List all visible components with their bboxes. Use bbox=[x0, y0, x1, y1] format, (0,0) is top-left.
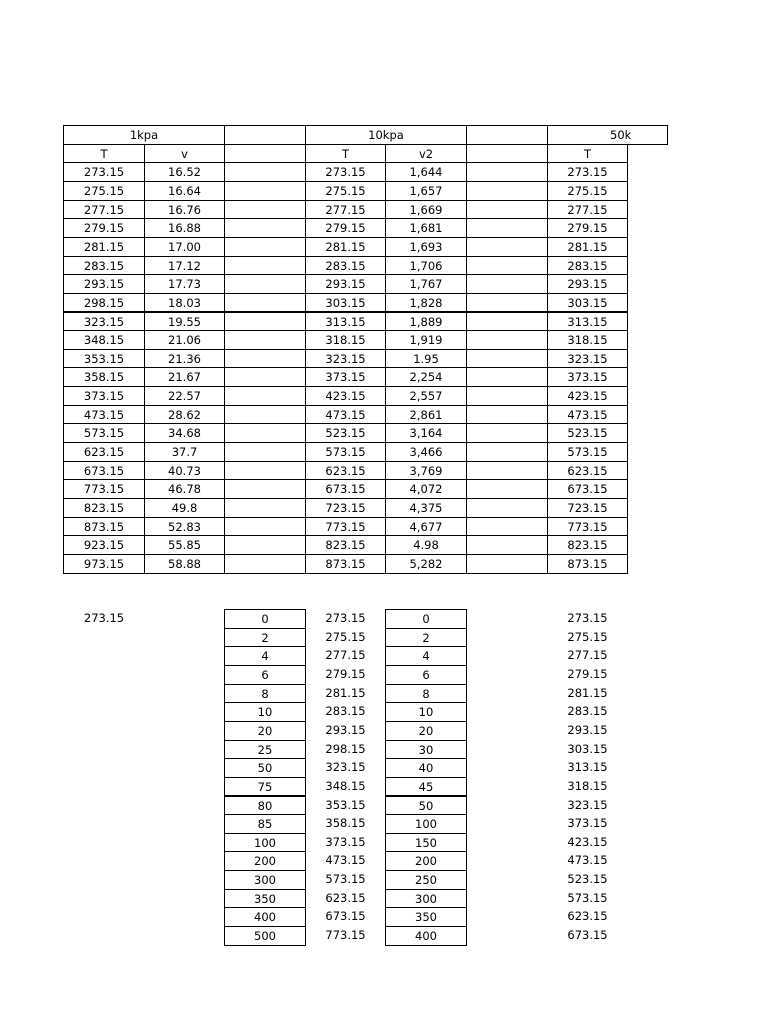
temperature-cell: 573.15 bbox=[567, 890, 608, 905]
table-cell: 28.62 bbox=[144, 405, 225, 425]
temperature-cell: 275.15 bbox=[567, 629, 608, 644]
table-cell: 358.15 bbox=[63, 367, 145, 387]
table-cell: 773.15 bbox=[63, 479, 145, 499]
table-cell: 923.15 bbox=[63, 535, 145, 555]
group-header-1kpa: 1kpa bbox=[63, 125, 225, 145]
pressure-cell: 100 bbox=[224, 833, 306, 853]
temperature-cell: 273.15 bbox=[325, 611, 366, 625]
spacer-cell bbox=[224, 517, 306, 537]
pressure-cell: 10 bbox=[385, 702, 467, 722]
temperature-cell: 283.15 bbox=[325, 704, 366, 719]
table-cell: 16.64 bbox=[144, 181, 225, 201]
table-cell: 3,466 bbox=[385, 442, 467, 462]
table-cell: 4,072 bbox=[385, 479, 467, 499]
table-cell: 1,889 bbox=[385, 312, 467, 332]
table-cell: 573.15 bbox=[305, 442, 386, 462]
table-cell: 49.8 bbox=[144, 498, 225, 518]
temperature-cell: 298.15 bbox=[325, 741, 366, 756]
group-header-50kpa: 50k bbox=[547, 125, 668, 145]
spacer-cell bbox=[466, 386, 548, 406]
temperature-cell: 279.15 bbox=[567, 666, 608, 681]
column-header: T bbox=[547, 144, 628, 164]
spacer-cell bbox=[224, 479, 306, 499]
table-cell: 34.68 bbox=[144, 423, 225, 443]
table-cell: 313.15 bbox=[547, 312, 628, 332]
pressure-cell: 350 bbox=[224, 889, 306, 909]
table-cell: 5,282 bbox=[385, 554, 467, 574]
table-cell: 1,693 bbox=[385, 237, 467, 257]
table-cell: 1,919 bbox=[385, 330, 467, 350]
pressure-cell: 20 bbox=[385, 721, 467, 741]
spacer-cell bbox=[224, 237, 306, 257]
table-cell: 281.15 bbox=[305, 237, 386, 257]
temperature-cell: 277.15 bbox=[567, 648, 608, 663]
table-cell: 323.15 bbox=[63, 312, 145, 332]
table-cell: 293.15 bbox=[63, 274, 145, 294]
pressure-cell: 85 bbox=[224, 814, 306, 834]
table-cell: 46.78 bbox=[144, 479, 225, 499]
pressure-cell: 2 bbox=[224, 628, 306, 648]
table-cell: 1.95 bbox=[385, 349, 467, 369]
pressure-cell: 8 bbox=[224, 684, 306, 704]
column-header: T bbox=[305, 144, 386, 164]
spacer-cell bbox=[466, 312, 548, 332]
table-cell: 52.83 bbox=[144, 517, 225, 537]
pressure-cell: 6 bbox=[224, 665, 306, 685]
table-cell: 673.15 bbox=[63, 461, 145, 481]
table-cell: 623.15 bbox=[63, 442, 145, 462]
temperature-cell: 473.15 bbox=[567, 853, 608, 868]
table-cell: 873.15 bbox=[63, 517, 145, 537]
pressure-cell: 400 bbox=[385, 926, 467, 946]
table-cell: 293.15 bbox=[547, 274, 628, 294]
table-cell: 37.7 bbox=[144, 442, 225, 462]
table-cell: 16.52 bbox=[144, 162, 225, 182]
temperature-cell: 323.15 bbox=[567, 797, 608, 812]
spacer-cell bbox=[224, 256, 306, 276]
table-cell: 823.15 bbox=[547, 535, 628, 555]
spacer-cell bbox=[224, 200, 306, 220]
temperature-cell: 279.15 bbox=[325, 666, 366, 681]
temperature-cell: 523.15 bbox=[567, 872, 608, 887]
table-cell: 277.15 bbox=[63, 200, 145, 220]
spacer-cell bbox=[224, 461, 306, 481]
table-cell: 17.12 bbox=[144, 256, 225, 276]
pressure-cell: 4 bbox=[224, 646, 306, 666]
table-cell: 275.15 bbox=[547, 181, 628, 201]
spacer-cell bbox=[224, 498, 306, 518]
spacer-cell bbox=[466, 479, 548, 499]
table-cell: 873.15 bbox=[305, 554, 386, 574]
pressure-cell: 400 bbox=[224, 907, 306, 927]
table-cell: 21.67 bbox=[144, 367, 225, 387]
table-cell: 313.15 bbox=[305, 312, 386, 332]
table-cell: 293.15 bbox=[305, 274, 386, 294]
table-cell: 17.00 bbox=[144, 237, 225, 257]
table-cell: 623.15 bbox=[305, 461, 386, 481]
table-cell: 523.15 bbox=[547, 423, 628, 443]
spacer-cell bbox=[224, 423, 306, 443]
table-cell: 723.15 bbox=[305, 498, 386, 518]
table-cell: 373.15 bbox=[305, 367, 386, 387]
table-cell: 16.76 bbox=[144, 200, 225, 220]
spacer-cell bbox=[466, 423, 548, 443]
temperature-cell: 673.15 bbox=[325, 909, 366, 924]
table-cell: 22.57 bbox=[144, 386, 225, 406]
pressure-cell: 500 bbox=[224, 926, 306, 946]
spacer-cell bbox=[224, 367, 306, 387]
table-cell: 281.15 bbox=[63, 237, 145, 257]
pressure-cell: 25 bbox=[224, 740, 306, 760]
temperature-cell: 623.15 bbox=[325, 890, 366, 905]
spacer-cell bbox=[466, 349, 548, 369]
pressure-cell: 300 bbox=[224, 870, 306, 890]
temperature-cell: 673.15 bbox=[567, 928, 608, 943]
temperature-cell: 281.15 bbox=[325, 685, 366, 700]
pressure-cell: 150 bbox=[385, 833, 467, 853]
temperature-cell: 293.15 bbox=[325, 722, 366, 737]
table-cell: 4.98 bbox=[385, 535, 467, 555]
spacer-cell bbox=[466, 237, 548, 257]
table-cell: 773.15 bbox=[305, 517, 386, 537]
spacer-cell bbox=[466, 274, 548, 294]
table-cell: 318.15 bbox=[305, 330, 386, 350]
temperature-cell: 573.15 bbox=[325, 872, 366, 887]
pressure-cell: 200 bbox=[385, 851, 467, 871]
table-cell: 523.15 bbox=[305, 423, 386, 443]
pressure-cell: 250 bbox=[385, 870, 467, 890]
standalone-value: 273.15 bbox=[83, 611, 125, 625]
table-cell: 18.03 bbox=[144, 293, 225, 313]
table-cell: 275.15 bbox=[63, 181, 145, 201]
table-cell: 573.15 bbox=[547, 442, 628, 462]
spacer-cell bbox=[224, 218, 306, 238]
pressure-cell: 0 bbox=[385, 609, 467, 629]
table-cell: 16.88 bbox=[144, 218, 225, 238]
table-cell: 1,657 bbox=[385, 181, 467, 201]
table-cell: 273.15 bbox=[305, 162, 386, 182]
table-cell: 277.15 bbox=[305, 200, 386, 220]
spacer-cell bbox=[466, 293, 548, 313]
spacer-cell bbox=[224, 554, 306, 574]
table-cell: 3,164 bbox=[385, 423, 467, 443]
table-cell: 283.15 bbox=[305, 256, 386, 276]
table-cell: 298.15 bbox=[63, 293, 145, 313]
temperature-cell: 283.15 bbox=[567, 704, 608, 719]
temperature-cell: 281.15 bbox=[567, 685, 608, 700]
pressure-cell: 20 bbox=[224, 721, 306, 741]
spacer-cell bbox=[466, 517, 548, 537]
table-cell: 723.15 bbox=[547, 498, 628, 518]
table-cell: 21.06 bbox=[144, 330, 225, 350]
spacer-cell bbox=[466, 405, 548, 425]
table-cell: 4,677 bbox=[385, 517, 467, 537]
pressure-cell: 0 bbox=[224, 609, 306, 629]
spacer-cell bbox=[224, 144, 306, 164]
column-header: T bbox=[63, 144, 145, 164]
pressure-cell: 2 bbox=[385, 628, 467, 648]
temperature-cell: 373.15 bbox=[567, 816, 608, 831]
pressure-cell: 10 bbox=[224, 702, 306, 722]
spacer-cell bbox=[466, 498, 548, 518]
spacer-cell bbox=[466, 200, 548, 220]
pressure-cell: 350 bbox=[385, 907, 467, 927]
temperature-cell: 353.15 bbox=[325, 797, 366, 812]
table-cell: 4,375 bbox=[385, 498, 467, 518]
spacer-cell bbox=[224, 330, 306, 350]
table-cell: 1,644 bbox=[385, 162, 467, 182]
pressure-cell: 6 bbox=[385, 665, 467, 685]
temperature-cell: 318.15 bbox=[567, 778, 608, 793]
pressure-cell: 45 bbox=[385, 777, 467, 797]
spacer-cell bbox=[466, 144, 548, 164]
pressure-cell: 100 bbox=[385, 814, 467, 834]
table-cell: 973.15 bbox=[63, 554, 145, 574]
table-cell: 1,767 bbox=[385, 274, 467, 294]
spacer-cell bbox=[466, 181, 548, 201]
table-cell: 323.15 bbox=[547, 349, 628, 369]
temperature-cell: 623.15 bbox=[567, 909, 608, 924]
table-cell: 873.15 bbox=[547, 554, 628, 574]
table-cell: 279.15 bbox=[63, 218, 145, 238]
spacer-cell bbox=[224, 125, 306, 145]
table-cell: 19.55 bbox=[144, 312, 225, 332]
table-cell: 1,669 bbox=[385, 200, 467, 220]
spacer-cell bbox=[466, 535, 548, 555]
table-cell: 273.15 bbox=[63, 162, 145, 182]
spacer-cell bbox=[466, 442, 548, 462]
table-cell: 373.15 bbox=[63, 386, 145, 406]
temperature-cell: 303.15 bbox=[567, 741, 608, 756]
table-cell: 303.15 bbox=[305, 293, 386, 313]
temperature-cell: 293.15 bbox=[567, 722, 608, 737]
pressure-cell: 75 bbox=[224, 777, 306, 797]
table-cell: 1,681 bbox=[385, 218, 467, 238]
table-cell: 281.15 bbox=[547, 237, 628, 257]
spacer-cell bbox=[224, 349, 306, 369]
table-cell: 303.15 bbox=[547, 293, 628, 313]
spacer-cell bbox=[224, 312, 306, 332]
table-cell: 279.15 bbox=[547, 218, 628, 238]
spacer-cell bbox=[466, 554, 548, 574]
spacer-cell bbox=[466, 330, 548, 350]
temperature-cell: 423.15 bbox=[567, 834, 608, 849]
table-cell: 1,706 bbox=[385, 256, 467, 276]
spacer-cell bbox=[224, 535, 306, 555]
spacer-cell bbox=[466, 162, 548, 182]
temperature-cell: 348.15 bbox=[325, 778, 366, 793]
table-cell: 353.15 bbox=[63, 349, 145, 369]
temperature-cell: 323.15 bbox=[325, 760, 366, 775]
spacer-cell bbox=[224, 405, 306, 425]
table-cell: 40.73 bbox=[144, 461, 225, 481]
pressure-cell: 50 bbox=[224, 758, 306, 778]
table-cell: 348.15 bbox=[63, 330, 145, 350]
temperature-cell: 373.15 bbox=[325, 834, 366, 849]
table-cell: 823.15 bbox=[305, 535, 386, 555]
spacer-cell bbox=[466, 367, 548, 387]
table-cell: 275.15 bbox=[305, 181, 386, 201]
temperature-cell: 773.15 bbox=[325, 928, 366, 943]
table-cell: 3,769 bbox=[385, 461, 467, 481]
spacer-cell bbox=[224, 442, 306, 462]
pressure-cell: 80 bbox=[224, 796, 306, 816]
table-cell: 318.15 bbox=[547, 330, 628, 350]
spacer-cell bbox=[224, 181, 306, 201]
pressure-cell: 200 bbox=[224, 851, 306, 871]
table-cell: 323.15 bbox=[305, 349, 386, 369]
table-cell: 2,557 bbox=[385, 386, 467, 406]
pressure-cell: 4 bbox=[385, 646, 467, 666]
table-cell: 273.15 bbox=[547, 162, 628, 182]
pressure-cell: 300 bbox=[385, 889, 467, 909]
temperature-cell: 473.15 bbox=[325, 853, 366, 868]
table-cell: 58.88 bbox=[144, 554, 225, 574]
table-cell: 283.15 bbox=[63, 256, 145, 276]
table-cell: 21.36 bbox=[144, 349, 225, 369]
table-cell: 373.15 bbox=[547, 367, 628, 387]
temperature-cell: 273.15 bbox=[567, 611, 608, 625]
pressure-cell: 30 bbox=[385, 740, 467, 760]
table-cell: 55.85 bbox=[144, 535, 225, 555]
column-header: v bbox=[144, 144, 225, 164]
table-cell: 17.73 bbox=[144, 274, 225, 294]
table-cell: 2,861 bbox=[385, 405, 467, 425]
table-cell: 473.15 bbox=[63, 405, 145, 425]
table-cell: 1,828 bbox=[385, 293, 467, 313]
table-cell: 823.15 bbox=[63, 498, 145, 518]
table-cell: 423.15 bbox=[547, 386, 628, 406]
spacer-cell bbox=[466, 461, 548, 481]
temperature-cell: 277.15 bbox=[325, 648, 366, 663]
table-cell: 773.15 bbox=[547, 517, 628, 537]
temperature-cell: 313.15 bbox=[567, 760, 608, 775]
column-header: v2 bbox=[385, 144, 467, 164]
table-cell: 279.15 bbox=[305, 218, 386, 238]
spacer-cell bbox=[466, 256, 548, 276]
spacer-cell bbox=[466, 125, 548, 145]
pressure-cell: 40 bbox=[385, 758, 467, 778]
group-header-10kpa: 10kpa bbox=[305, 125, 467, 145]
pressure-cell: 8 bbox=[385, 684, 467, 704]
table-cell: 423.15 bbox=[305, 386, 386, 406]
table-cell: 573.15 bbox=[63, 423, 145, 443]
table-cell: 2,254 bbox=[385, 367, 467, 387]
table-cell: 277.15 bbox=[547, 200, 628, 220]
table-cell: 673.15 bbox=[547, 479, 628, 499]
spacer-cell bbox=[224, 274, 306, 294]
spacer-cell bbox=[224, 162, 306, 182]
table-cell: 623.15 bbox=[547, 461, 628, 481]
table-cell: 283.15 bbox=[547, 256, 628, 276]
temperature-cell: 275.15 bbox=[325, 629, 366, 644]
table-cell: 473.15 bbox=[305, 405, 386, 425]
spacer-cell bbox=[224, 386, 306, 406]
temperature-cell: 358.15 bbox=[325, 816, 366, 831]
pressure-cell: 50 bbox=[385, 796, 467, 816]
table-cell: 473.15 bbox=[547, 405, 628, 425]
spacer-cell bbox=[224, 293, 306, 313]
spacer-cell bbox=[466, 218, 548, 238]
table-cell: 673.15 bbox=[305, 479, 386, 499]
